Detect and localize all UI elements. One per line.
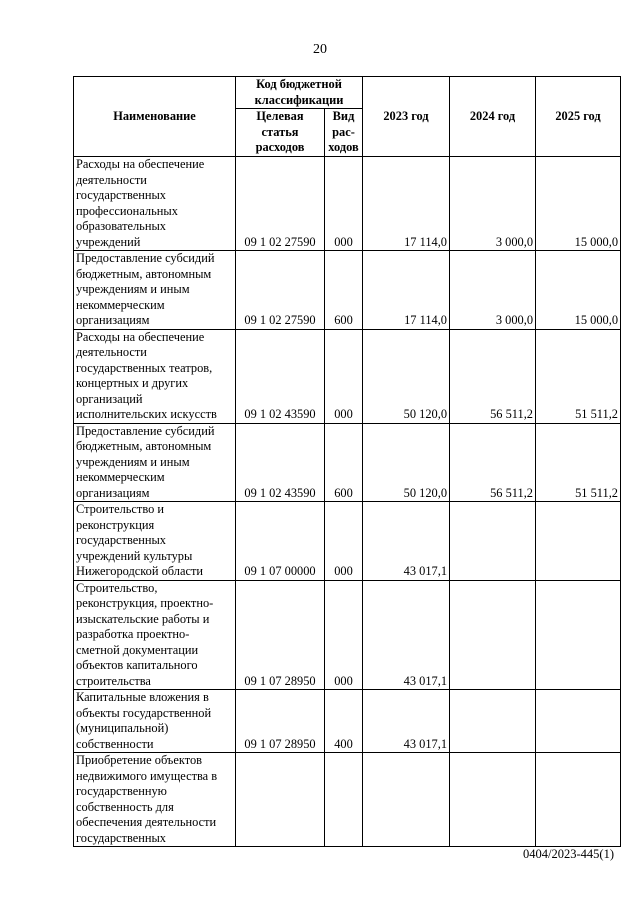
table-row: [74, 157, 621, 251]
row-value-2025: [536, 580, 621, 690]
row-value-2024: 3 000,0: [450, 251, 536, 330]
row-name: Предоставление субсидий бюджетным, автономным учреждениям и иным некоммерческим организациям: [74, 251, 236, 330]
row-name: Расходы на обеспечение деятельности государственных профессиональных образовательных учреждений: [74, 157, 236, 251]
row-expense-type: 000: [325, 329, 363, 423]
row-value-2025: 15 000,0: [536, 251, 621, 330]
row-value-2025: [536, 753, 621, 847]
row-expense-type: 600: [325, 251, 363, 330]
row-value-2024: 56 511,2: [450, 423, 536, 502]
row-target-article: 09 1 07 28950: [236, 690, 325, 753]
row-target-article: 09 1 02 27590: [236, 157, 325, 251]
row-expense-type: 400: [325, 690, 363, 753]
row-name: Приобретение объектов недвижимого имущества в государственную собственность для обеспечения деятельности государственных: [74, 753, 236, 847]
row-expense-type: [325, 753, 363, 847]
row-value-2023: 50 120,0: [363, 329, 450, 423]
row-expense-type: 000: [325, 157, 363, 251]
row-value-2024: [450, 580, 536, 690]
row-target-article: [236, 753, 325, 847]
row-target-article: 09 1 02 43590: [236, 423, 325, 502]
header-expense-type: Вид рас-ходов: [325, 109, 363, 157]
header-year-2023: 2023 год: [363, 77, 450, 157]
table-row: [74, 251, 621, 330]
row-expense-type: 000: [325, 502, 363, 581]
row-name: Капитальные вложения в объекты государственной (муниципальной) собственности: [74, 690, 236, 753]
row-value-2025: [536, 502, 621, 581]
row-target-article: 09 1 07 28950: [236, 580, 325, 690]
row-name: Расходы на обеспечение деятельности государственных театров, концертных и других организаций исполнительских искусств: [74, 329, 236, 423]
row-value-2025: 51 511,2: [536, 329, 621, 423]
row-value-2023: 43 017,1: [363, 580, 450, 690]
row-value-2024: [450, 753, 536, 847]
table-row: [74, 502, 621, 581]
page-number: 20: [313, 42, 327, 57]
table-row: [74, 753, 621, 847]
header-year-2024: 2024 год: [450, 77, 536, 157]
row-name: Строительство, реконструкция, проектно-изыскательские работы и разработка проектно-сметной документации объектов капитального строительства: [74, 580, 236, 690]
row-value-2023: [363, 753, 450, 847]
row-value-2023: 43 017,1: [363, 690, 450, 753]
document-code: 0404/2023-445(1): [523, 847, 614, 861]
table-row: [74, 580, 621, 690]
row-value-2023: 50 120,0: [363, 423, 450, 502]
row-value-2025: [536, 690, 621, 753]
row-value-2025: 51 511,2: [536, 423, 621, 502]
row-value-2023: 17 114,0: [363, 251, 450, 330]
row-value-2024: 56 511,2: [450, 329, 536, 423]
row-value-2023: 17 114,0: [363, 157, 450, 251]
row-value-2023: 43 017,1: [363, 502, 450, 581]
header-code-group: Код бюджетной классификации: [236, 77, 363, 109]
header-year-2025: 2025 год: [536, 77, 621, 157]
row-name: Предоставление субсидий бюджетным, автономным учреждениям и иным некоммерческим организациям: [74, 423, 236, 502]
budget-table: [73, 76, 621, 847]
row-expense-type: 600: [325, 423, 363, 502]
table-row: [74, 329, 621, 423]
table-row: [74, 423, 621, 502]
row-expense-type: 000: [325, 580, 363, 690]
table-row: [74, 690, 621, 753]
row-name: Строительство и реконструкция государственных учреждений культуры Нижегородской области: [74, 502, 236, 581]
row-target-article: 09 1 02 27590: [236, 251, 325, 330]
header-target-article: Целевая статья расходов: [236, 109, 325, 157]
row-value-2024: 3 000,0: [450, 157, 536, 251]
header-name: Наименование: [74, 77, 236, 157]
row-value-2025: 15 000,0: [536, 157, 621, 251]
row-target-article: 09 1 02 43590: [236, 329, 325, 423]
table-body: [74, 157, 621, 847]
row-value-2024: [450, 502, 536, 581]
row-target-article: 09 1 07 00000: [236, 502, 325, 581]
row-value-2024: [450, 690, 536, 753]
